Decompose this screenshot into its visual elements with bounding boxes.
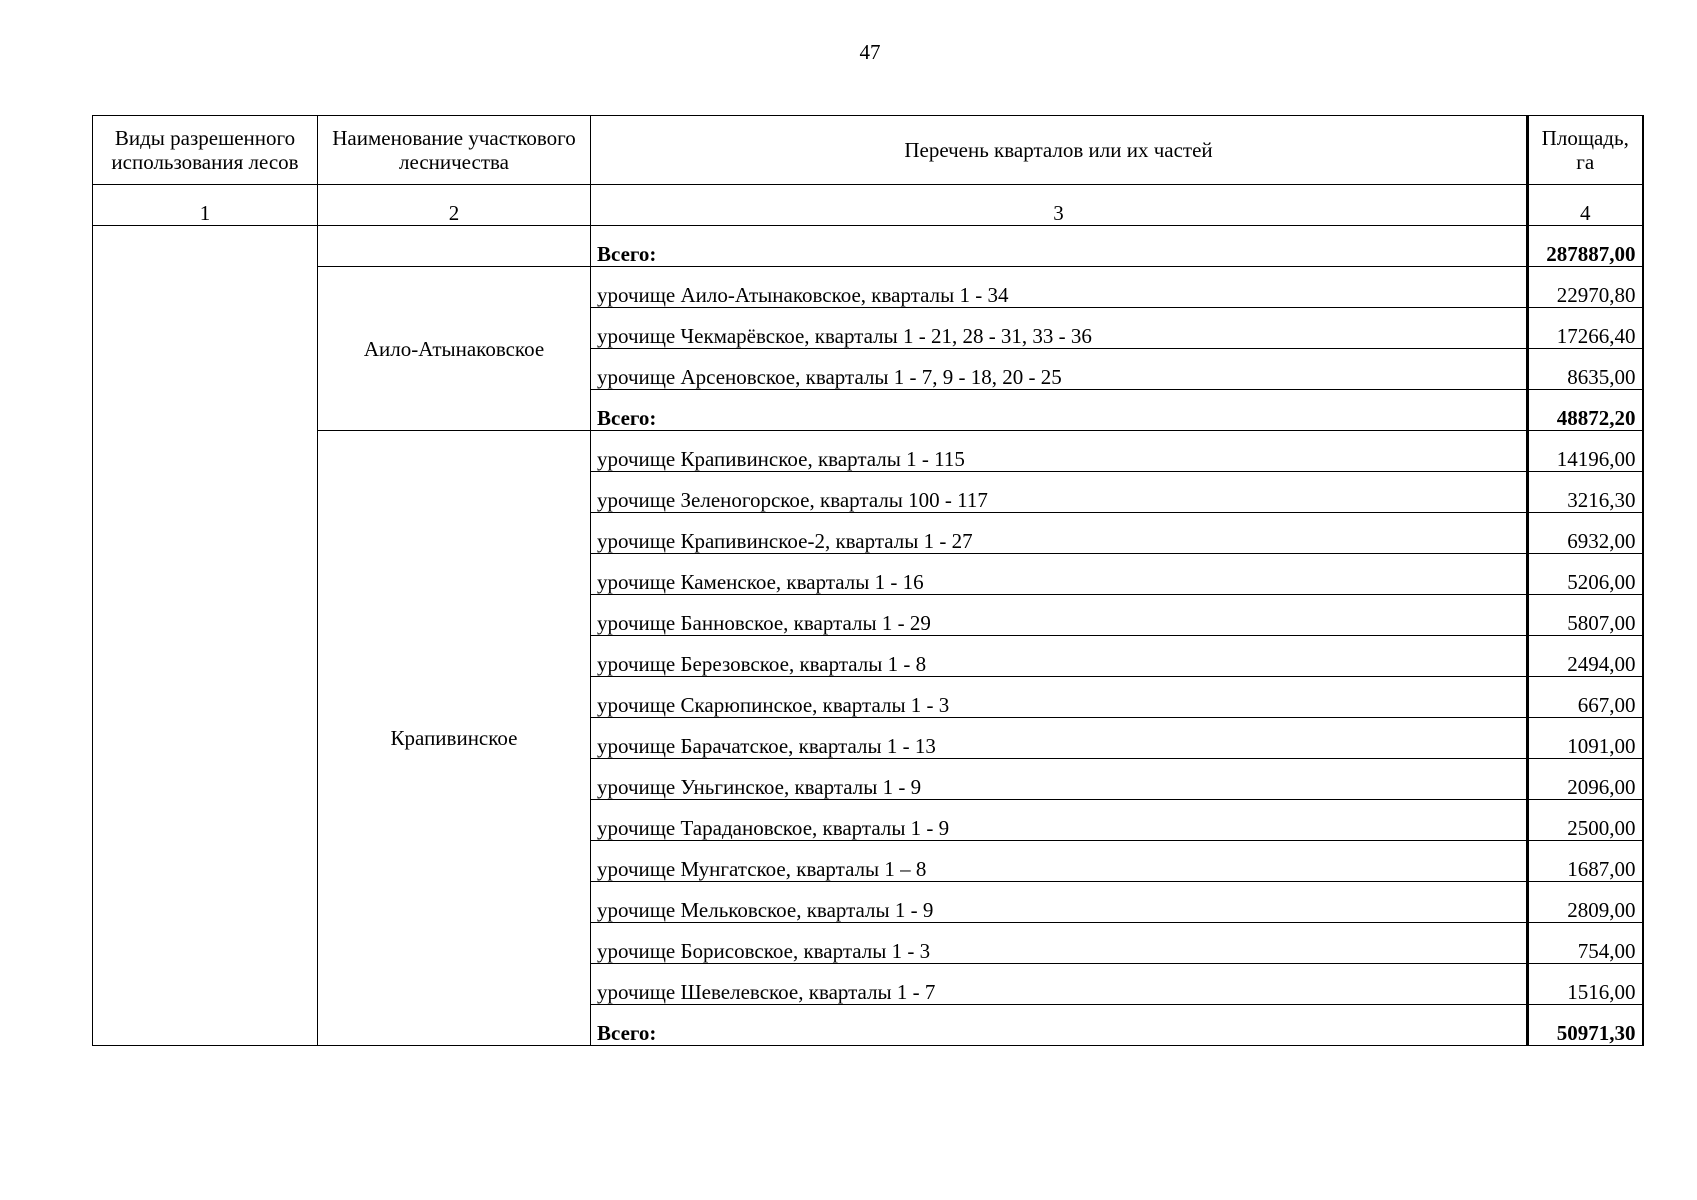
- area-value: 2096,00: [1528, 759, 1643, 800]
- quarter-description: урочище Мельковское, кварталы 1 - 9: [591, 882, 1528, 923]
- quarter-description: урочище Тарадановское, кварталы 1 - 9: [591, 800, 1528, 841]
- area-value: 3216,30: [1528, 472, 1643, 513]
- quarter-description: урочище Арсеновское, кварталы 1 - 7, 9 - 18, 20 - 25: [591, 349, 1528, 390]
- area-value: 2494,00: [1528, 636, 1643, 677]
- forest-use-table: [92, 115, 1644, 1046]
- table-row: [93, 431, 1643, 472]
- column-number-4: 4: [1528, 185, 1643, 226]
- area-value: 17266,40: [1528, 308, 1643, 349]
- table-row: [93, 267, 1643, 308]
- area-value: 1687,00: [1528, 841, 1643, 882]
- area-value: 2500,00: [1528, 800, 1643, 841]
- quarter-description: урочище Борисовское, кварталы 1 - 3: [591, 923, 1528, 964]
- forest-use-type-cell: [93, 226, 318, 1046]
- page-number: 47: [859, 40, 881, 64]
- quarter-description: урочище Чекмарёвское, кварталы 1 - 21, 28 - 31, 33 - 36: [591, 308, 1528, 349]
- total-label: Всего:: [591, 390, 1528, 431]
- area-value: 754,00: [1528, 923, 1643, 964]
- column-number-3: 3: [591, 185, 1528, 226]
- column-number-2: 2: [318, 185, 591, 226]
- total-value: 50971,30: [1528, 1005, 1643, 1046]
- quarter-description: урочище Крапивинское, кварталы 1 - 115: [591, 431, 1528, 472]
- forestry-name-cell: Крапивинское: [318, 431, 591, 1046]
- quarter-description: урочище Уньгинское, кварталы 1 - 9: [591, 759, 1528, 800]
- area-value: 14196,00: [1528, 431, 1643, 472]
- forestry-name-cell: Аило-Атынаковское: [318, 267, 591, 431]
- area-value: 667,00: [1528, 677, 1643, 718]
- header-forestry-name: Наименование участкового лесничества: [318, 116, 591, 185]
- header-forest-use-type: Виды разрешенного использования лесов: [93, 116, 318, 185]
- area-value: 1516,00: [1528, 964, 1643, 1005]
- header-area: Площадь, га: [1528, 116, 1643, 185]
- forestry-name-cell-empty: [318, 226, 591, 267]
- quarter-description: урочище Каменское, кварталы 1 - 16: [591, 554, 1528, 595]
- area-value: 5206,00: [1528, 554, 1643, 595]
- quarter-description: урочище Шевелевское, кварталы 1 - 7: [591, 964, 1528, 1005]
- quarter-description: урочище Аило-Атынаковское, кварталы 1 - 34: [591, 267, 1528, 308]
- quarter-description: урочище Скарюпинское, кварталы 1 - 3: [591, 677, 1528, 718]
- quarter-description: урочище Крапивинское-2, кварталы 1 - 27: [591, 513, 1528, 554]
- area-value: 2809,00: [1528, 882, 1643, 923]
- quarter-description: урочище Мунгатское, кварталы 1 – 8: [591, 841, 1528, 882]
- total-label: Всего:: [591, 226, 1528, 267]
- header-quarters-list: Перечень кварталов или их частей: [591, 116, 1528, 185]
- quarter-description: урочище Барачатское, кварталы 1 - 13: [591, 718, 1528, 759]
- total-value: 48872,20: [1528, 390, 1643, 431]
- area-value: 1091,00: [1528, 718, 1643, 759]
- area-value: 5807,00: [1528, 595, 1643, 636]
- area-value: 6932,00: [1528, 513, 1643, 554]
- total-label: Всего:: [591, 1005, 1528, 1046]
- area-value: 8635,00: [1528, 349, 1643, 390]
- total-value: 287887,00: [1528, 226, 1643, 267]
- quarter-description: урочище Березовское, кварталы 1 - 8: [591, 636, 1528, 677]
- column-number-1: 1: [93, 185, 318, 226]
- quarter-description: урочище Банновское, кварталы 1 - 29: [591, 595, 1528, 636]
- area-value: 22970,80: [1528, 267, 1643, 308]
- quarter-description: урочище Зеленогорское, кварталы 100 - 117: [591, 472, 1528, 513]
